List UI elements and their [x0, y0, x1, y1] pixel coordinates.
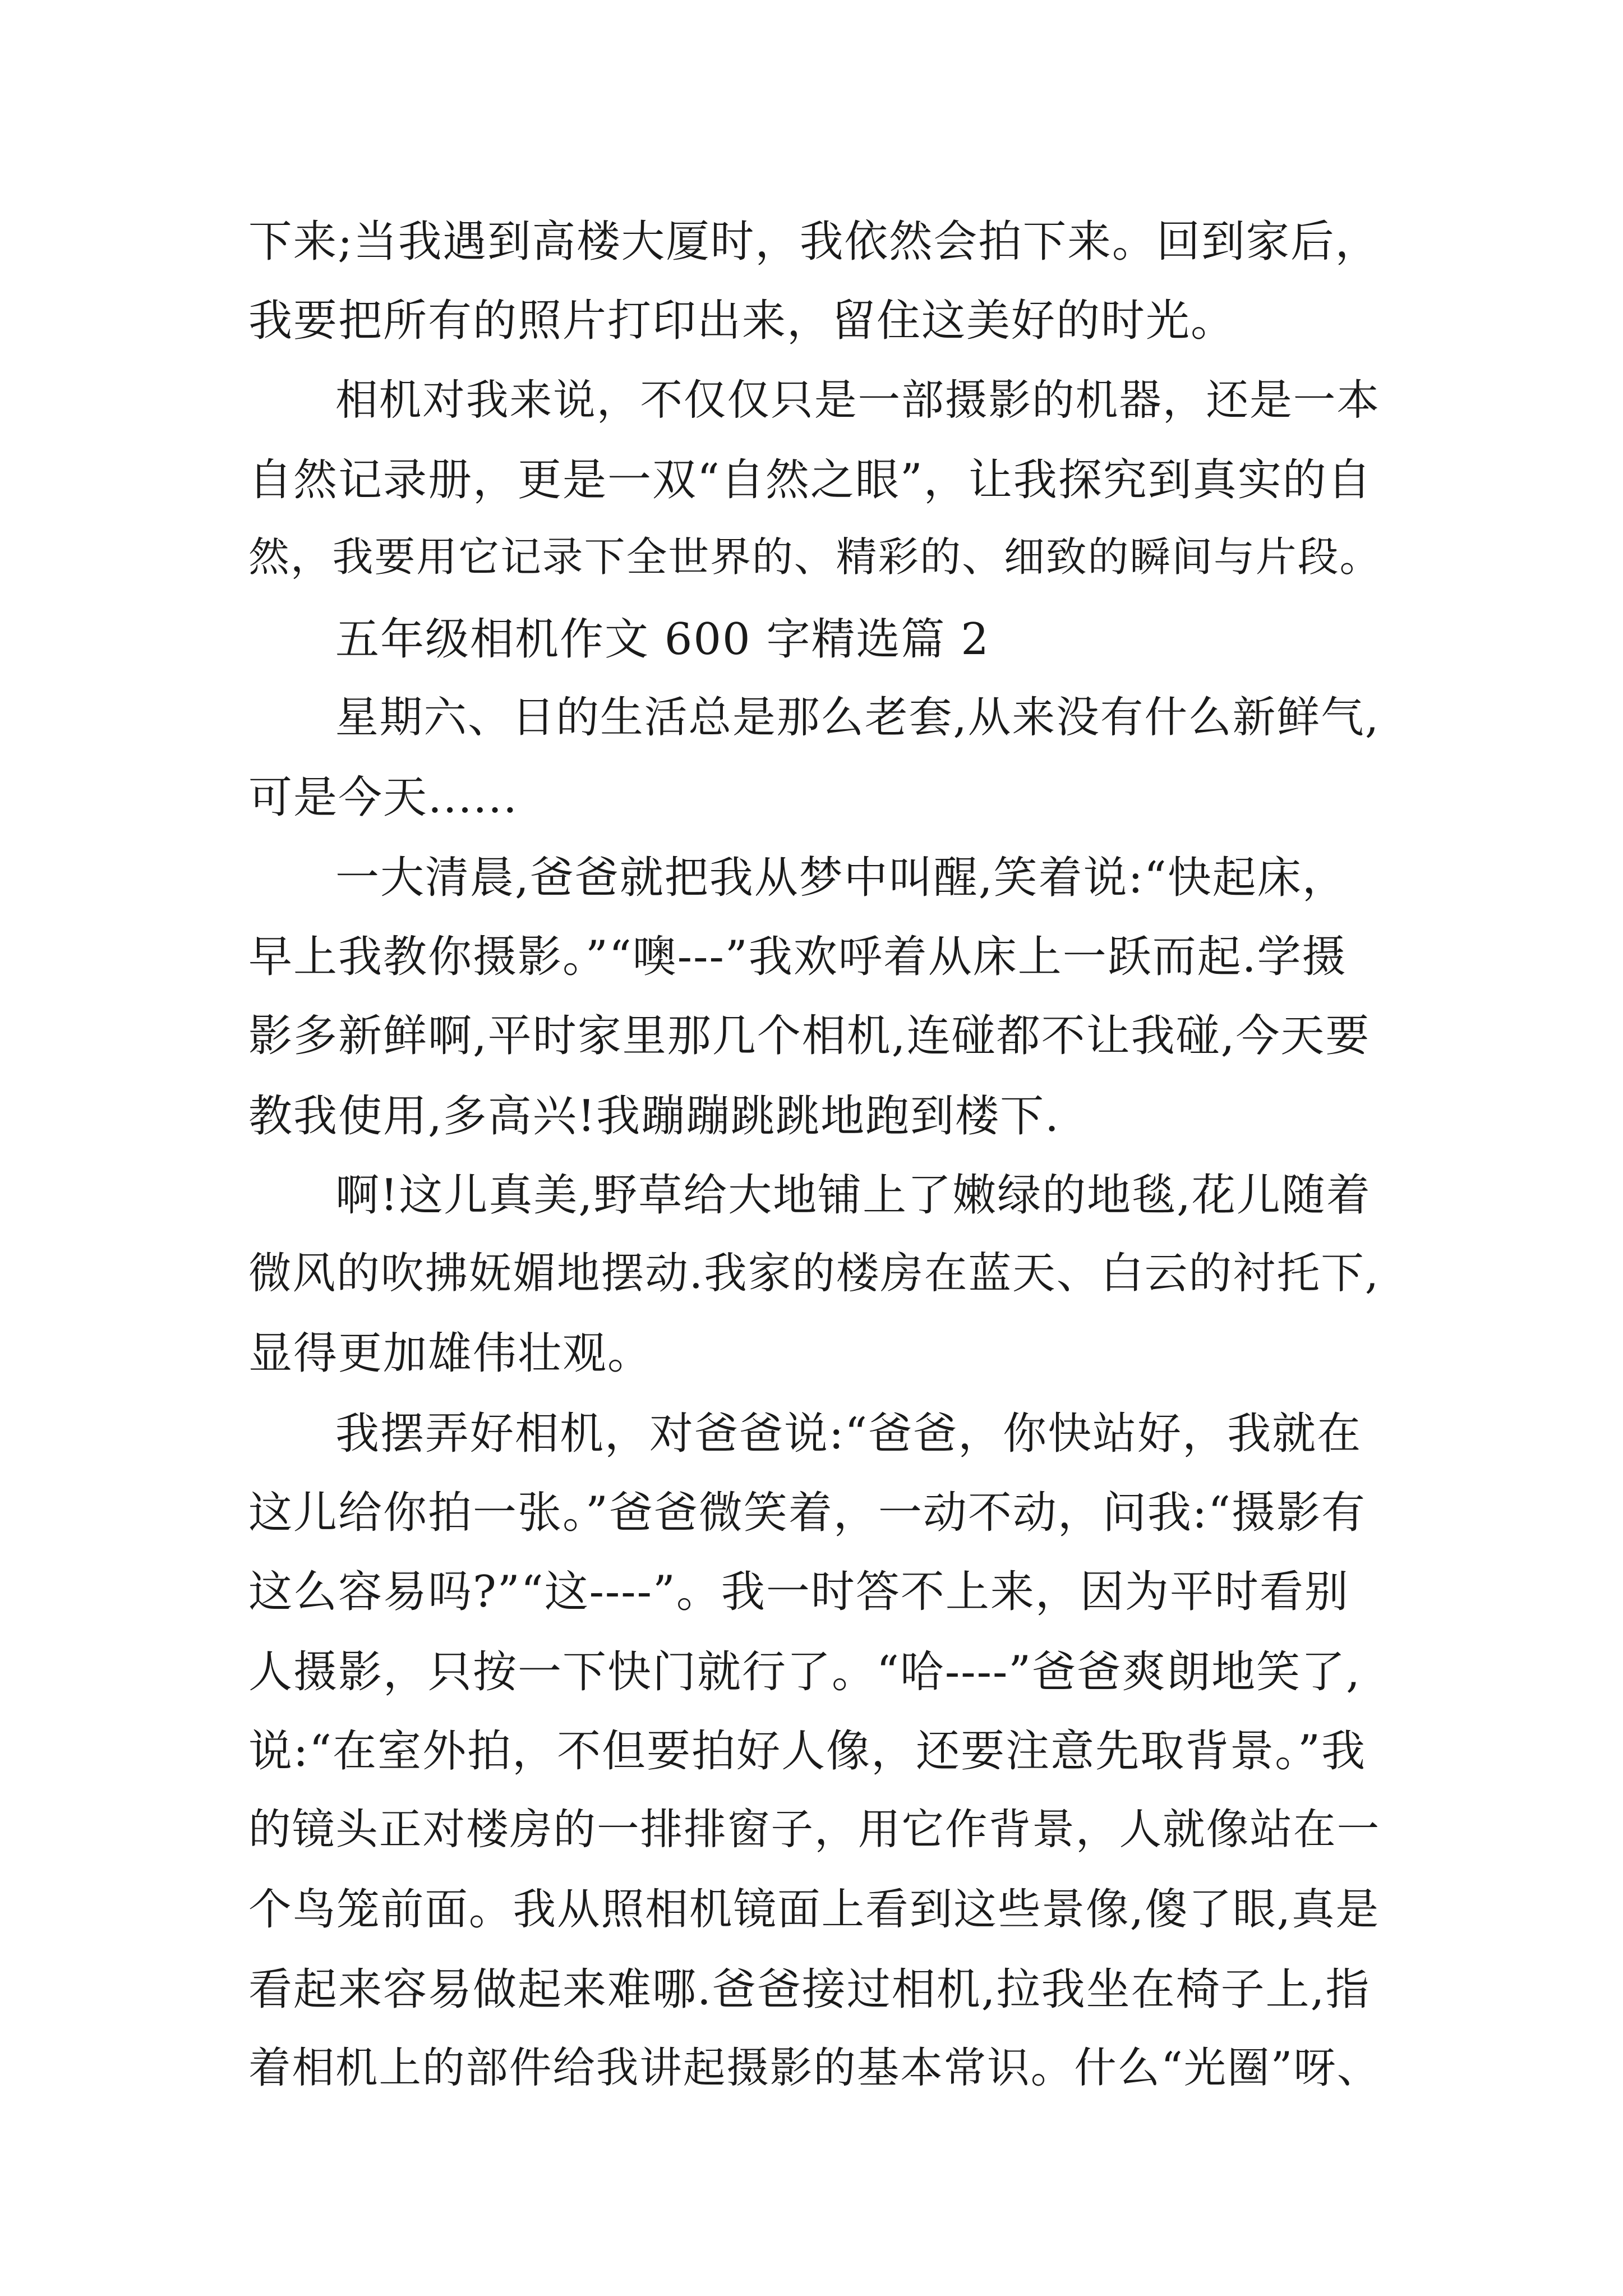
paragraph-start-line: 啊!这儿真美,野草给大地铺上了嫩绿的地毯,花儿随着	[335, 1170, 1371, 1221]
paragraph-start-line: 我摆弄好相机，对爸爸说:“爸爸，你快站好，我就在	[335, 1409, 1362, 1459]
text-line: 可是今天......	[248, 772, 518, 823]
text-line: 这么容易吗?”“这----”。我一时答不上来，因为平时看别	[248, 1567, 1349, 1617]
section-heading: 五年级相机作文 600 字精选篇 2	[335, 614, 990, 665]
text-line: 显得更加雄伟壮观。	[248, 1328, 653, 1379]
text-line: 说:“在室外拍，不但要拍好人像，还要注意先取背景。”我	[248, 1726, 1367, 1777]
text-line: 的镜头正对楼房的一排排窗子，用它作背景，人就像站在一	[248, 1805, 1381, 1854]
text-line: 个鸟笼前面。我从照相机镜面上看到这些景像,傻了眼,真是	[248, 1885, 1380, 1935]
text-line: 然，我要用它记录下全世界的、精彩的、细致的瞬间与片段。	[248, 533, 1382, 581]
text-line: 影多新鲜啊,平时家里那几个相机,连碰都不让我碰,今天要	[248, 1011, 1371, 1061]
text-line: 自然记录册，更是一双“自然之眼”，让我探究到真实的自	[248, 455, 1372, 505]
text-line: 教我使用,多高兴!我蹦蹦跳跳地跑到楼下.	[248, 1091, 1060, 1142]
paragraph-start-line: 一大清晨,爸爸就把我从梦中叫醒,笑着说:“快起床，	[335, 853, 1347, 903]
text-line: 我要把所有的照片打印出来，留住这美好的时光。	[248, 296, 1236, 346]
paragraph-start-line: 相机对我来说，不仅仅只是一部摄影的机器，还是一本	[335, 375, 1380, 425]
text-line: 微风的吹拂妩媚地摆动.我家的楼房在蓝天、白云的衬托下,	[248, 1249, 1380, 1299]
text-line: 人摄影，只按一下快门就行了。“哈----”爸爸爽朗地笑了,	[248, 1647, 1361, 1697]
text-line: 这儿给你拍一张。”爸爸微笑着，一动不动，问我:“摄影有	[248, 1488, 1367, 1538]
text-line: 看起来容易做起来难哪.爸爸接过相机,拉我坐在椅子上,指	[248, 1964, 1371, 2015]
paragraph-start-line: 星期六、日的生活总是那么老套,从来没有什么新鲜气,	[335, 693, 1380, 743]
text-line: 早上我教你摄影。”“噢---”我欢呼着从床上一跃而起.学摄	[248, 932, 1347, 982]
text-line: 下来;当我遇到高楼大厦时，我依然会拍下来。回到家后，	[248, 217, 1380, 267]
text-line: 着相机上的部件给我讲起摄影的基本常识。什么“光圈”呀、	[248, 2043, 1381, 2092]
